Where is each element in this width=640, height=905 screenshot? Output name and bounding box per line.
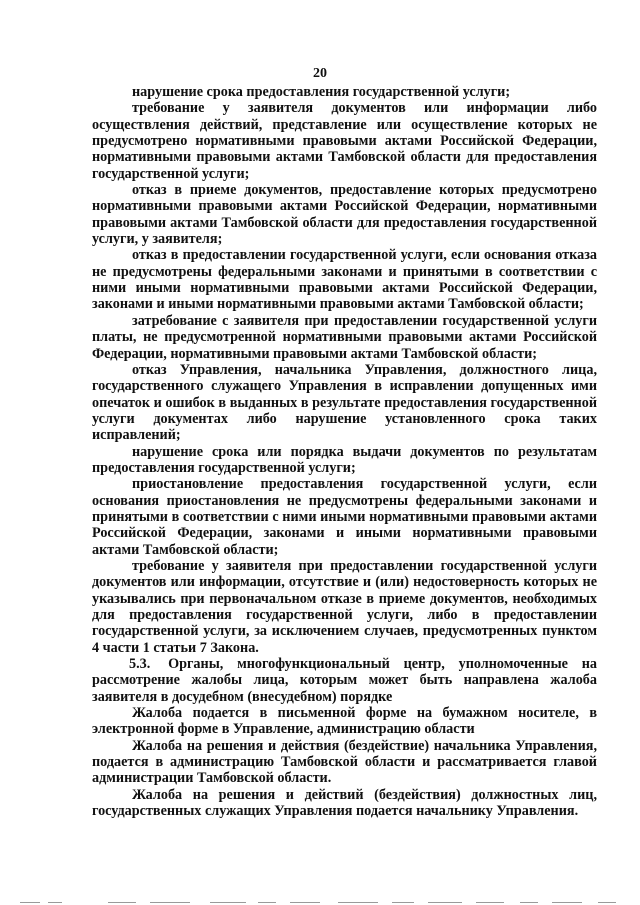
section-heading [92, 656, 597, 705]
section-paragraph: Жалоба на решения и действий (бездействия) должностных лиц, государственных служащих Управления подается начальнику Управления. [92, 786, 597, 820]
page-number: 20 [313, 66, 327, 81]
list-item: отказ Управления, начальника Управления, должностного лица, государственного служащего Управления в исправлении допущенных ими опечаток и ошибок в выданных в результате предоставления государственной услуги документах либо нарушение установленного срока таких исправлений; [92, 361, 597, 444]
scan-edge-marks [0, 897, 640, 905]
section-paragraph: Жалоба подается в письменной форме на бумажном носителе, в электронной форме в Управление, администрацию области [92, 705, 597, 738]
document-body [92, 84, 597, 819]
list-item: затребование с заявителя при предоставлении государственной услуги платы, не предусмотренной нормативными правовыми актами Российской Федерации, нормативными правовыми актами Тамбовской области; [92, 312, 597, 362]
list-item: нарушение срока или порядка выдачи документов по результатам предоставления государственной услуги; [92, 443, 597, 476]
list-item: нарушение срока предоставления государственной услуги; [132, 84, 511, 100]
list-item: отказ в приеме документов, предоставление которых предусмотрено нормативными правовыми актами Российской Федерации, нормативными правовыми актами Тамбовской области для предоставления государственной услуги, у заявителя; [92, 182, 597, 248]
section-number: 5.3. [129, 656, 151, 673]
list-item: приостановление предоставления государственной услуги, если основания приостановления не предусмотрены федеральными законами и принятыми в соответствии с ними иными нормативными правовыми актами Российской Федерации, законами и иными нормативными правовыми актами Тамбовской области; [92, 476, 597, 558]
list-item: требование у заявителя документов или информации либо осуществления действий, представление или осуществление которых не предусмотрено нормативными правовыми актами Российской Федерации, нормативными правовыми актами Тамбовской области для предоставления государственной услуги; [92, 100, 597, 182]
section-paragraph: Жалоба на решения и действия (бездействие) начальника Управления, подается в администрацию Тамбовской области и рассматривается главой администрации Тамбовской области. [92, 737, 597, 787]
list-item: требование у заявителя при предоставлении государственной услуги документов или информации, отсутствие и (или) недостоверность которых не указывались при первоначальном отказе в приеме документов, необходимых для предоставления государственной услуги, либо в предоставлении государственной услуги, за исключением случаев, предусмотренных пунктом 4 части 1 статьи 7 Закона. [92, 557, 597, 656]
section-title: Органы, многофункциональный центр, уполномоченные на рассмотрение жалобы лица, которым может быть направлена жалоба заявителя в досудебном (внесудебном) порядке [92, 656, 598, 705]
list-item: отказ в предоставлении государственной услуги, если основания отказа не предусмотрены федеральными законами и принятыми в соответствии с ними иными нормативными правовыми актами Российской Федерации, законами и иными нормативными правовыми актами Тамбовской области; [92, 247, 597, 313]
